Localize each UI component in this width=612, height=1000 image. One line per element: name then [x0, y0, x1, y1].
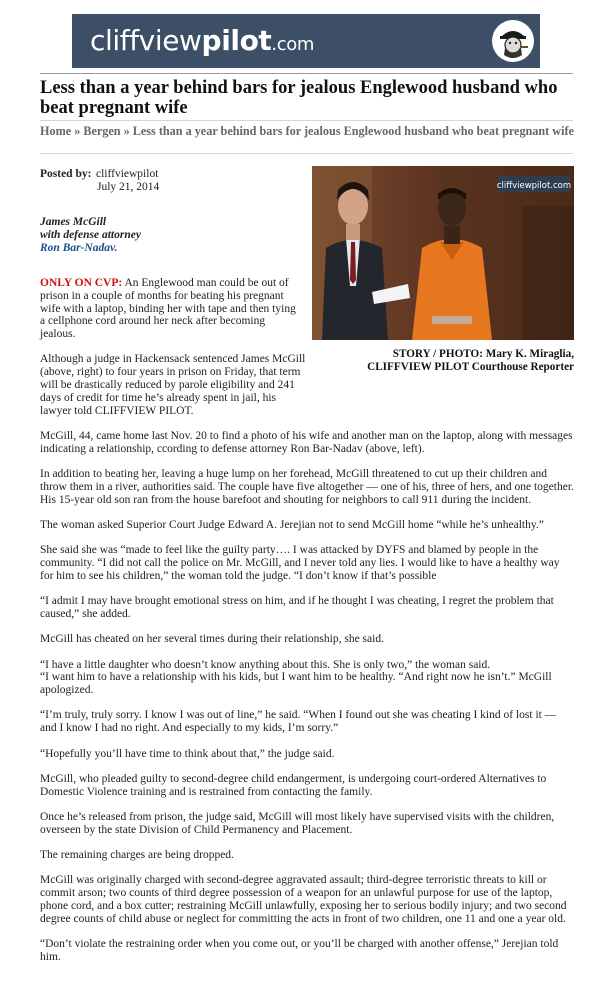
byline-label: Posted by:	[40, 168, 92, 180]
article-paragraph: She said she was “made to feel like the guilty party…. I was attacked by DYFS and blamed by people in the community. “I did not call the police on Mr. McGill, and I never told any lies. I would like to have a healthy way for him to see his children,” the woman told the judge. “I don’t know if that’s possible	[40, 544, 560, 582]
photo-credit-line: CLIFFVIEW PILOT Courthouse Reporter	[367, 360, 574, 373]
divider	[40, 73, 573, 74]
article-paragraph	[40, 277, 302, 341]
article-paragraph: In addition to beating her, leaving a huge lump on her forehead, McGill threatened to cut up their children and throw them in a river, authorities said. The couple have five altogether — one of his, three of hers, and one together. His 15-year old son ran from the house barefoot and shouting for neighbors to call 911 during the incident.	[40, 468, 574, 506]
breadcrumb-home-link[interactable]: Home	[40, 124, 72, 138]
caption-line: with defense attorney	[40, 229, 141, 241]
article-paragraph: Once he’s released from prison, the judge said, McGill will most likely have supervised visits with the children, overseen by the state Division of Child Permanency and Placement.	[40, 810, 555, 836]
breadcrumb-section-link[interactable]: Bergen	[83, 124, 121, 138]
logo-bold-text: pilot	[201, 24, 272, 57]
article-paragraph: McGill, 44, came home last Nov. 20 to find a photo of his wife and another man on the laptop, along with messages indicating a relationship, ccording to defense attorney Ron Bar-Nadav (above, left).	[40, 429, 573, 455]
logo-light-text: cliffview	[90, 24, 202, 57]
photo-caption-left	[40, 216, 141, 255]
article-paragraph: “I admit I may have brought emotional stress on him, and if he thought I was cheating, I regret the problem that caused,” she added.	[40, 595, 554, 620]
article-headline: Less than a year behind bars for jealous Englewood husband who beat pregnant wife	[40, 78, 558, 118]
article-paragraph	[40, 353, 575, 417]
article-paragraph: The remaining charges are being dropped.	[40, 849, 234, 861]
byline-date: July 21, 2014	[97, 181, 160, 193]
breadcrumb-current: Less than a year behind bars for jealous Englewood husband who beat pregnant wife	[132, 124, 574, 138]
byline	[40, 168, 159, 194]
article-paragraph: “I’m truly, truly sorry. I know I was out of line,” he said. “When I found out she was cheating I kind of lost it — and I know I had no right. And especially to my kids, I’m sorry.”	[40, 709, 557, 735]
breadcrumb	[40, 125, 580, 138]
breadcrumb-separator: »	[74, 124, 81, 138]
breadcrumb-separator: »	[123, 124, 130, 138]
article-body	[40, 277, 575, 976]
attorney-link[interactable]: Ron Bar-Nadav.	[40, 242, 118, 254]
article-paragraph	[40, 659, 575, 697]
photo-credit-line: STORY / PHOTO: Mary K. Miraglia,	[392, 348, 574, 360]
article-paragraph: McGill was originally charged with second-degree aggravated assault; third-degree terroristic threats to kill or commit arson; two counts of third degree possession of a weapon for an unlawful purpose for use of the laptop, phone cord, and a box cutter; restraining McGill unlawfully, exposing her to serious bodily injury; and two second degree counts of child abuse or neglect for committing the acts in front of two children, one 11 and one a year old.	[40, 874, 567, 925]
paragraph-text: “I want him to have a relationship with his kids, but I want him to be healthy. “And right now he isn’t.” McGill apologized.	[40, 671, 552, 697]
article-paragraph: “Hopefully you’ll have time to think about that,” the judge said.	[40, 747, 335, 760]
article-paragraph: The woman asked Superior Court Judge Edward A. Jerejian not to send McGill home “while he’s unhealthy.”	[40, 518, 544, 531]
logo-tld-text: .com	[271, 34, 314, 55]
site-banner[interactable]	[72, 14, 540, 68]
caption-line: James McGill	[40, 216, 107, 228]
exclusive-tag: ONLY ON CVP:	[40, 277, 123, 289]
divider	[40, 120, 573, 121]
lead-text: An Englewood man could be out of prison in a couple of months for beating his pregnant wife with a laptop, binding her with tape and then tying a cellphone cord around her neck after becoming jealous.	[40, 277, 296, 341]
paragraph-text: “I have a little daughter who doesn’t know anything about this. She is only two,” the woman said.	[40, 658, 491, 671]
paragraph-text: Although a judge in Hackensack sentenced James McGill (above, right) to four years in prison on Friday, that term will be drastically reduced by parole eligibility and 241 days of credit for time he’s already spent in jail, his lawyer told CLIFFVIEW PILOT.	[40, 353, 306, 417]
photo-watermark: cliffviewpilot.com	[496, 181, 572, 191]
article-paragraph: McGill, who pleaded guilty to second-degree child endangerment, is undergoing court-ordered Alternatives to Domestic Violence training and is restrained from contacting the family.	[40, 772, 547, 798]
byline-author-link[interactable]: cliffviewpilot	[96, 168, 159, 180]
divider	[40, 153, 573, 154]
article-paragraph: “Don’t violate the restraining order when you come out, or you’ll be charged with another offense,” Jerejian told him.	[40, 937, 559, 963]
site-logo[interactable]	[90, 24, 314, 57]
pilot-mascot-icon	[492, 20, 534, 62]
article-paragraph: McGill has cheated on her several times during their relationship, she said.	[40, 633, 384, 646]
